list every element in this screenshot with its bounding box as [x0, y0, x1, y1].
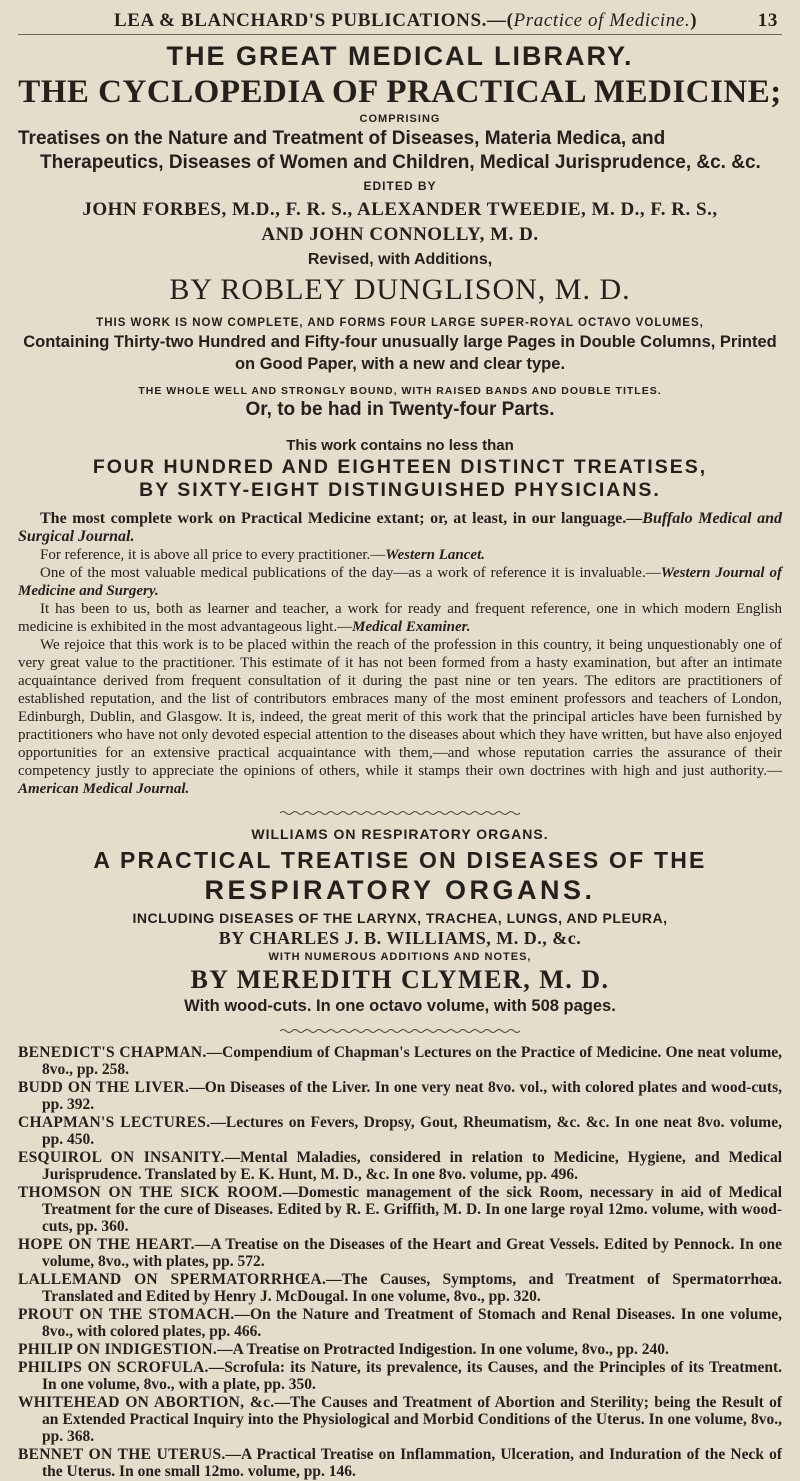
williams-editor: BY MEREDITH CLYMER, M. D. — [190, 965, 610, 994]
catalogue-entry: PROUT ON THE STOMACH.—On the Nature and Treatment of Stomach and Renal Diseases. In one volume, 8vo., with colored plates, pp. 466. — [18, 1306, 782, 1340]
running-header-title: LEA & BLANCHARD'S PUBLICATIONS.—(Practice of Medicine.) — [114, 10, 698, 31]
edited-by-label: EDITED BY — [363, 179, 437, 193]
williams-title-1: A PRACTICAL TREATISE ON DISEASES OF THE — [93, 847, 707, 873]
catalogue-entry: PHILIPS ON SCROFULA.—Scrofula: its Nature, its prevalence, its Causes, and the Principles of its Treatment. In one volume, 8vo., with a plate, pp. 350. — [18, 1359, 782, 1393]
library-heading: THE GREAT MEDICAL LIBRARY. — [166, 41, 634, 71]
catalogue-entry: BENEDICT'S CHAPMAN.—Compendium of Chapman's Lectures on the Practice of Medicine. One neat volume, 8vo., pp. 258. — [18, 1044, 782, 1078]
editors-line-1: JOHN FORBES, M.D., F. R. S., ALEXANDER TWEEDIE, M. D., F. R. S., — [82, 199, 718, 220]
catalogue-entry: BUDD ON THE LIVER.—On Diseases of the Liver. In one very neat 8vo. vol., with colored plates and wood-cuts, pp. 392. — [18, 1079, 782, 1113]
review-paragraph: It has been to us, both as learner and teacher, a work for ready and frequent reference, one in which modern English medicine is exhibited in the most advantageous light.—Medical Examiner. — [18, 601, 782, 635]
binding-line: THE WHOLE WELL AND STRONGLY BOUND, WITH RAISED BANDS AND DOUBLE TITLES. — [138, 385, 662, 397]
press-reviews — [18, 510, 782, 798]
ornamental-rule — [280, 1028, 520, 1034]
pages-line: Containing Thirty-two Hundred and Fifty-four unusually large Pages in Double Columns, Printed on Good Paper, with a new and clear type. — [23, 333, 777, 373]
physicians-line: BY SIXTY-EIGHT DISTINGUISHED PHYSICIANS. — [139, 479, 661, 501]
catalogue-entry: CHAPMAN'S LECTURES.—Lectures on Fevers, Dropsy, Gout, Rheumatism, &c. &c. In one neat 8vo. volume, pp. 450. — [18, 1114, 782, 1148]
volume-line: THIS WORK IS NOW COMPLETE, AND FORMS FOUR LARGE SUPER-ROYAL OCTAVO VOLUMES, — [96, 317, 704, 329]
williams-advertisement — [18, 826, 782, 1016]
williams-format: With wood-cuts. In one octavo volume, with 508 pages. — [184, 997, 616, 1015]
cyclopedia-subtitle: Treatises on the Nature and Treatment of Diseases, Materia Medica, and Therapeutics, Diseases of Women and Children, Medical Jurisprudence, &c. &c. — [18, 128, 761, 173]
williams-heading: WILLIAMS ON RESPIRATORY ORGANS. — [251, 826, 549, 842]
comprising-label: COMPRISING — [359, 113, 441, 125]
review-paragraph: We rejoice that this work is to be placed within the reach of the profession in this country, it being unquestionably one of very great value to the practitioner. This estimate of it has not been formed from a hasty examination, but after an intimate acquaintance derived from frequent consultation of it during the past nine or ten years. The editors are practitioners of established reputation, and the list of contributors embraces many of the most eminent professors and teachers of London, Edinburgh, Dublin, and Glasgow. It is, indeed, the great merit of this work that the principal articles have been furnished by practitioners who have not only devoted especial attention to the diseases about which they have written, but have also enjoyed opportunities for an extensive practical acquaintance with them,—and whose reputation carries the assurance of their competency justly to appreciate the opinions of others, while it stamps their own doctrines with high and just authority.—American Medical Journal. — [18, 637, 782, 797]
contains-line: This work contains no less than — [286, 437, 514, 454]
page-number: 13 — [757, 10, 778, 31]
treatises-line: FOUR HUNDRED AND EIGHTEEN DISTINCT TREATISES, — [92, 456, 708, 478]
catalogue-page — [18, 10, 782, 1481]
williams-title-2: RESPIRATORY ORGANS. — [204, 875, 596, 905]
revised-line: Revised, with Additions, — [307, 251, 493, 268]
catalogue-entry: ESQUIROL ON INSANITY.—Mental Maladies, considered in relation to Medicine, Hygiene, and Medical Jurisprudence. Translated by E. K. Hunt, M. D., &c. In one 8vo. volume, pp. 496. — [18, 1149, 782, 1183]
review-paragraph: For reference, it is above all price to every practitioner.—Western Lancet. — [40, 547, 485, 563]
editors-line-2: AND JOHN CONNOLLY, M. D. — [261, 224, 539, 245]
catalogue-entry: WHITEHEAD ON ABORTION, &c.—The Causes and Treatment of Abortion and Sterility; being the Result of an Extended Practical Inquiry into the Physiological and Morbid Conditions of the Uterus. In one volume, 8vo., pp. 368. — [18, 1394, 783, 1445]
catalogue-entry: BENNET ON THE UTERUS.—A Practical Treatise on Inflammation, Ulceration, and Induration of the Neck of the Uterus. In one small 12mo. volume, pp. 146. — [18, 1446, 783, 1480]
review-paragraph: The most complete work on Practical Medicine extant; or, at least, in our language.—Buffalo Medical and Surgical Journal. — [18, 510, 782, 545]
catalogue-list — [18, 1044, 782, 1480]
catalogue-entry: THOMSON ON THE SICK ROOM.—Domestic management of the sick Room, necessary in aid of Medical Treatment for the cure of Diseases. Edited by R. E. Griffith, M. D. In one large royal 12mo. volume, with wood-cuts, pp. 360. — [18, 1184, 782, 1235]
review-paragraph: One of the most valuable medical publications of the day—as a work of reference it is invaluable.—Western Journal of Medicine and Surgery. — [18, 565, 782, 599]
cyclopedia-title: THE CYCLOPEDIA OF PRACTICAL MEDICINE; — [18, 74, 782, 110]
catalogue-entry: LALLEMAND ON SPERMATORRHŒA.—The Causes, Symptoms, and Treatment of Spermatorrhœa. Translated and Edited by Henry J. McDougal. In one volume, 8vo., pp. 320. — [18, 1271, 782, 1305]
ornamental-rule — [280, 810, 520, 816]
running-header — [18, 10, 782, 35]
catalogue-entry: HOPE ON THE HEART.—A Treatise on the Diseases of the Heart and Great Vessels. Edited by Pennock. In one volume, 8vo., with plates, pp. 572. — [18, 1236, 782, 1270]
cyclopedia-advertisement — [18, 41, 782, 502]
williams-including: INCLUDING DISEASES OF THE LARYNX, TRACHEA, LUNGS, AND PLEURA, — [132, 910, 668, 926]
catalogue-entry: PHILIP ON INDIGESTION.—A Treatise on Protracted Indigestion. In one volume, 8vo., pp. 240. — [18, 1341, 669, 1358]
reviser-line: BY ROBLEY DUNGLISON, M. D. — [169, 273, 631, 306]
williams-additions: WITH NUMEROUS ADDITIONS AND NOTES, — [268, 951, 532, 963]
parts-line: Or, to be had in Twenty-four Parts. — [245, 399, 555, 420]
williams-author: BY CHARLES J. B. WILLIAMS, M. D., &c. — [218, 928, 582, 948]
